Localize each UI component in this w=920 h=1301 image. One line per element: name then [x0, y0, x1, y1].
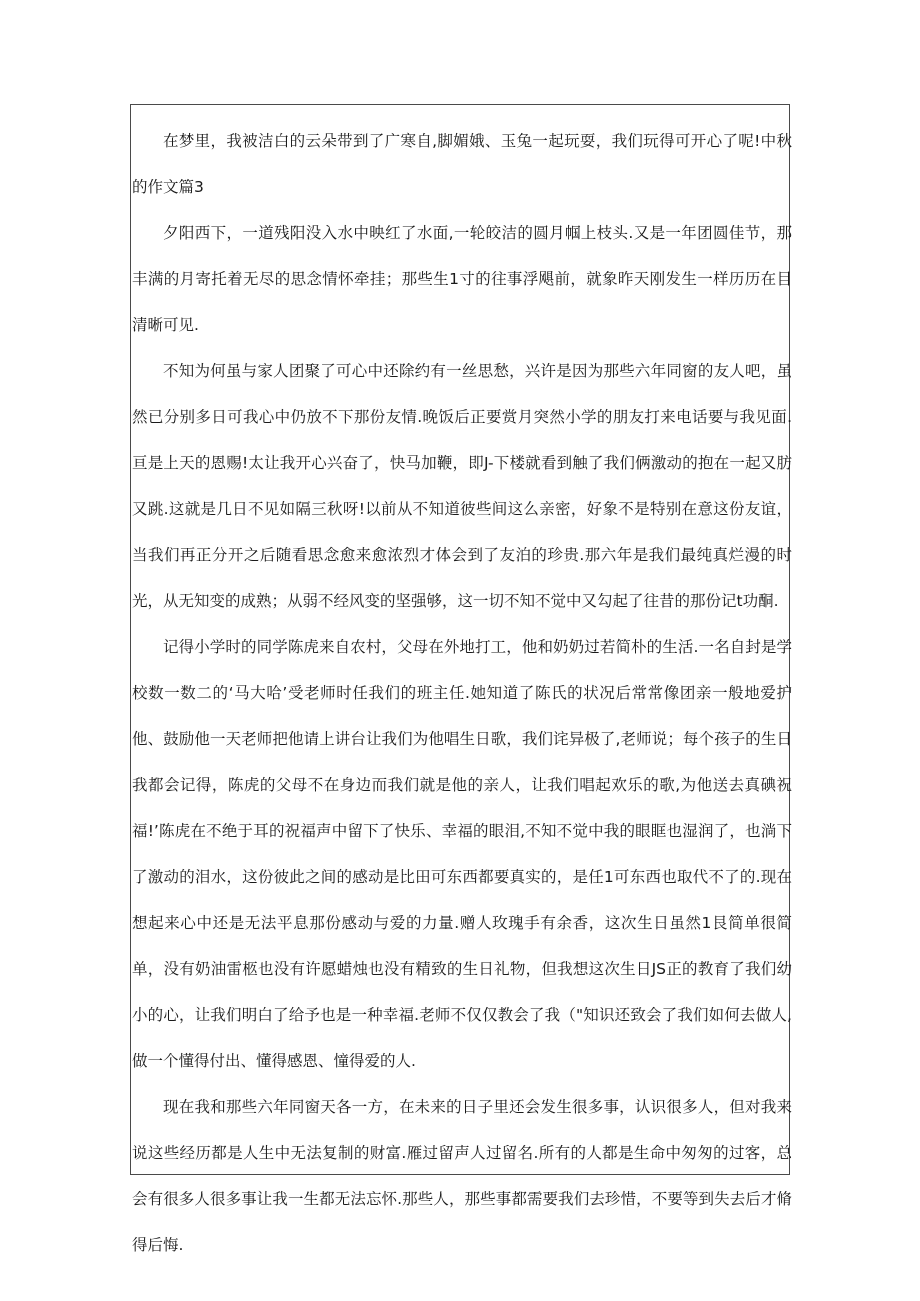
paragraph-1: 在梦里，我被洁白的云朵带到了广寒自,脚媚娥、玉兔一起玩耍，我们玩得可开心了呢!中秋的作文篇3	[132, 132, 792, 196]
paragraph-2: 夕阳西下，一道残阳没入水中映红了水面,一轮皎洁的圆月帼上枝头.又是一年团圆佳节，那丰满的月寄托着无尽的思念情怀牵挂；那些生1寸的往事浮飓前，就象昨天刚发生一样历历在目清晰可见.	[132, 224, 792, 334]
paragraph-4: 记得小学时的同学陈虎来自农村，父母在外地打工，他和奶奶过若简朴的生活.一名自封是学校数一数二的‘马大哈’受老师时任我们的班主任.她知道了陈氏的状况后常常像团亲一般地爱护他、鼓励他一天老师把他请上讲台让我们为他唱生日歌，我们诧异极了,老师说；每个孩子的生日我都会记得，陈虎的父母不在身边而我们就是他的亲人，让我们唱起欢乐的歌,为他送去真碘祝福!’陈虎在不绝于耳的祝福声中留下了快乐、幸福的眼泪,不知不觉中我的眼眶也湿润了，也淌下了激动的泪水，这份彼此之间的感动是比田可东西都要真实的，是任1可东西也取代不了的.现在想起来心中还是无法平息那份感动与爱的力量.赠人玫瑰手有余香，这次生日虽然1艮简单很简单，没有奶油雷柩也没有许愿蜡烛也没有精致的生日礼物，但我想这次生日JS正的教育了我们幼小的心，让我们明白了给予也是一种幸福.老师不仅仅教会了我（"知识还致会了我们如何去做人,做一个懂得付出、懂得感恩、憧得爱的人.	[132, 638, 792, 1070]
paragraph-3: 不知为何虽与家人团聚了可心中还除约有一丝思愁，兴许是因为那些六年同窗的友人吧，虽然已分别多日可我心中仍放不下那份友情.晚饭后正要赏月突然小学的朋友打来电话要与我见面.亘是上天的恩赐!太让我开心兴奋了，快马加鞭，即J-下楼就看到触了我们俩激动的抱在一起又肪又跳.这就是几日不见如隔三秋呀!以前从不知道彼些间这么亲密，好象不是特别在意这份友谊，当我们再正分开之后随看思念愈来愈浓烈才体会到了友泊的珍贵.那六年是我们最纯真烂漫的时光，从无知变的成熟；从弱不经风变的坚强够，这一切不知不觉中又勾起了往昔的那份记t功酮.	[132, 362, 792, 610]
document-body	[132, 118, 792, 1268]
paragraph-5: 现在我和那些六年同窗天各一方，在未来的日子里还会发生很多事，认识很多人，但对我来说这些经历都是人生中无法复制的财富.雁过留声人过留名.所有的人都是生命中匆匆的过客，总会有很多人很多事让我一生都无法忘怀.那些人，那些事都需要我们去珍惜，不要等到失去后才脩得后悔.	[132, 1098, 792, 1254]
